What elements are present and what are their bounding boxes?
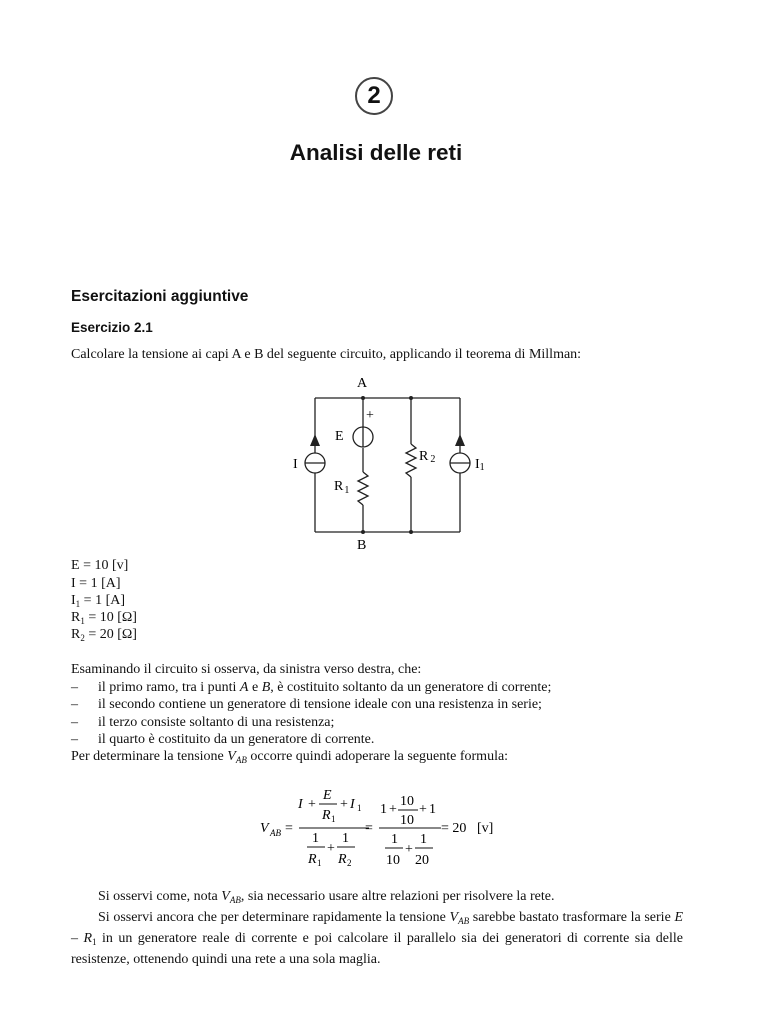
svg-text:= 20: = 20: [441, 821, 467, 836]
svg-text:+: +: [389, 802, 397, 817]
plus-sign: +: [366, 408, 374, 423]
svg-text:10: 10: [400, 813, 414, 828]
millman-formula: [255, 786, 515, 872]
svg-text:10: 10: [400, 794, 414, 809]
analysis-intro: Esaminando il circuito si osserva, da sinistra verso destra, che:: [71, 662, 422, 677]
svg-text:[v]: [v]: [477, 821, 494, 836]
node-dot: [409, 530, 413, 534]
svg-text:+: +: [340, 797, 348, 812]
r1-label: $R_1$: [334, 479, 350, 496]
value-r2: $R_2 = 20$ [Ω]: [71, 627, 137, 643]
e-label: E: [335, 429, 344, 444]
exercise-title: Esercizio 2.1: [71, 320, 153, 335]
node-dot: [361, 396, 365, 400]
svg-text:1: 1: [357, 803, 362, 813]
closing-text: [71, 888, 683, 968]
list-item: – il primo ramo, tra i punti A e B, è costituito soltanto da un generatore di corrente;: [71, 680, 552, 695]
svg-text:1: 1: [429, 802, 436, 817]
svg-text:+: +: [308, 797, 316, 812]
node-a-label: A: [357, 376, 368, 391]
formula-intro: Per determinare la tensione $V_{AB}$ occorre quindi adoperare la seguente formula:: [71, 749, 509, 765]
svg-text:1: 1: [420, 832, 427, 847]
exercise-intro: Calcolare la tensione ai capi A e B del seguente circuito, applicando il teorema di Millman:: [71, 347, 582, 362]
list-item: – il terzo consiste soltanto di una resistenza;: [71, 715, 335, 730]
svg-text:2: 2: [347, 858, 352, 868]
svg-text:+: +: [405, 842, 413, 857]
svg-text:AB: AB: [270, 828, 281, 838]
svg-text:E: E: [323, 788, 332, 803]
circuit-diagram: [280, 372, 500, 554]
current-source-i1: [450, 434, 470, 473]
svg-text:=: =: [365, 821, 373, 836]
node-dot: [409, 396, 413, 400]
svg-text:I: I: [350, 797, 355, 812]
svg-text:1: 1: [391, 832, 398, 847]
svg-text:=: =: [285, 821, 293, 836]
node-b-label: B: [357, 538, 367, 553]
current-source-i: [305, 434, 325, 473]
svg-text:20: 20: [415, 853, 429, 868]
svg-text:1: 1: [312, 831, 319, 846]
chapter-number-badge: 2: [355, 77, 393, 115]
i-label: I: [293, 457, 298, 472]
node-dot: [361, 530, 365, 534]
r2-label: R 2: [419, 449, 436, 465]
svg-text:R: R: [322, 808, 331, 823]
svg-text:R: R: [338, 852, 347, 867]
closing-paragraph-2: Si osservi ancora che per determinare rapidamente la tensione $V_{AB}$ sarebbe bastato trasformare la serie E – $R_1$ in un generatore reale di corrente e poi calcolare il parallelo sia dei generatori di corrente sia delle resistenze, ottenendo quindi una rete a una sola maglia.: [71, 910, 684, 967]
value-e: E = 10 [v]: [71, 558, 129, 573]
svg-text:R: R: [308, 852, 317, 867]
svg-text:+: +: [419, 802, 427, 817]
svg-text:1: 1: [317, 858, 322, 868]
svg-text:I: I: [298, 797, 303, 812]
chapter-title: Analisi delle reti: [289, 140, 463, 165]
svg-text:1: 1: [331, 814, 336, 824]
value-i1: $I_1 = 1$ [A]: [71, 593, 126, 609]
list-item: – il quarto è costituito da un generatore di corrente.: [71, 732, 375, 747]
svg-text:10: 10: [386, 853, 400, 868]
value-r1: $R_1 = 10$ [Ω]: [71, 610, 137, 626]
section-title: Esercitazioni aggiuntive: [71, 288, 249, 305]
i1-label: I1: [475, 457, 485, 473]
svg-text:V: V: [260, 821, 269, 836]
list-item: – il secondo contiene un generatore di tensione ideale con una resistenza in serie;: [71, 697, 542, 712]
closing-paragraph-1: Si osservi come, nota $V_{AB}$, sia necessario usare altre relazioni per risolvere la rete.: [98, 889, 555, 905]
svg-text:1: 1: [380, 802, 387, 817]
voltage-source-e: [353, 427, 373, 447]
svg-text:+: +: [327, 841, 335, 856]
svg-text:1: 1: [342, 831, 349, 846]
value-i: I = 1 [A]: [71, 576, 121, 591]
